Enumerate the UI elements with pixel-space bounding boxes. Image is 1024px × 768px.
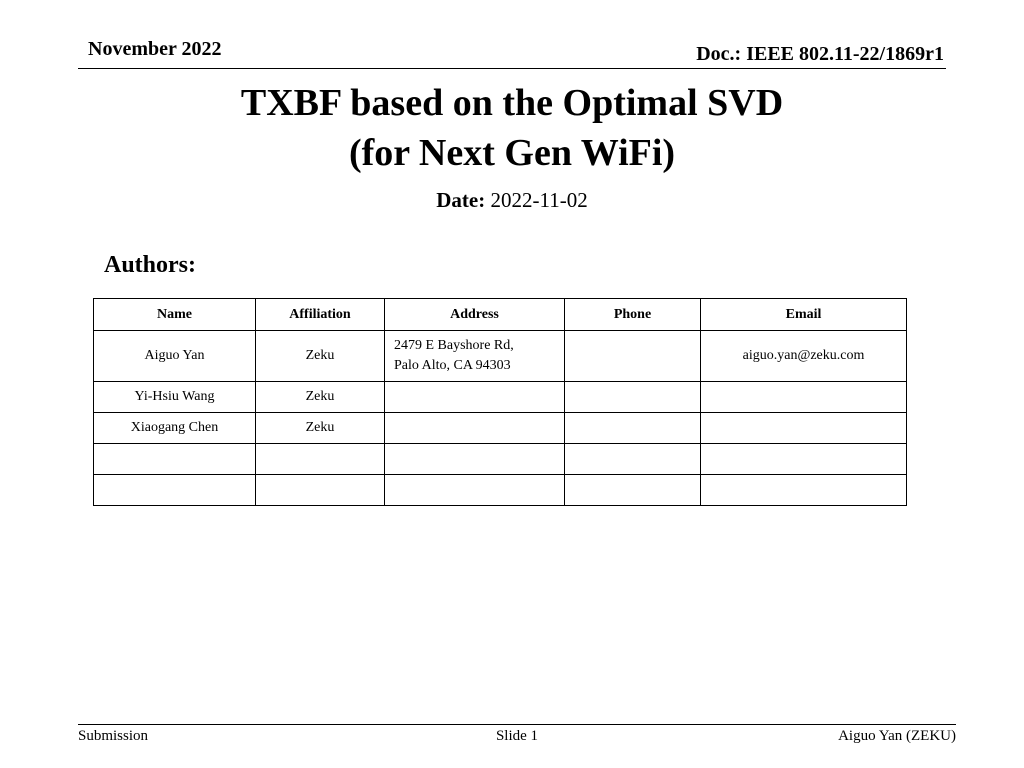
- table-row: [94, 382, 907, 413]
- cell-affiliation: [256, 444, 385, 475]
- date-value: 2022-11-02: [490, 188, 588, 212]
- header-date: November 2022: [88, 38, 222, 60]
- cell-name: Xiaogang Chen: [94, 413, 256, 444]
- cell-affiliation: Zeku: [256, 331, 385, 382]
- cell-email: [701, 382, 907, 413]
- cell-affiliation: [256, 475, 385, 506]
- cell-phone: [565, 382, 701, 413]
- cell-address: [385, 331, 565, 382]
- cell-affiliation: Zeku: [256, 382, 385, 413]
- cell-address: [385, 475, 565, 506]
- column-header-name: Name: [94, 299, 256, 331]
- table-row: [94, 444, 907, 475]
- column-header-email: Email: [701, 299, 907, 331]
- cell-affiliation: Zeku: [256, 413, 385, 444]
- table-header-row: [94, 299, 907, 331]
- footer-submission: Submission: [78, 728, 149, 744]
- column-header-address: Address: [385, 299, 565, 331]
- cell-phone: [565, 413, 701, 444]
- address-line-1: 2479 E Bayshore Rd,: [394, 338, 514, 353]
- footer-slide-number: Slide 1: [495, 728, 539, 744]
- table-row: [94, 331, 907, 382]
- authors-table: [93, 298, 907, 506]
- cell-address: [385, 382, 565, 413]
- authors-heading: Authors:: [104, 252, 197, 278]
- cell-name: Aiguo Yan: [94, 331, 256, 382]
- table-row: [94, 413, 907, 444]
- cell-name: Yi-Hsiu Wang: [94, 382, 256, 413]
- footer-author: Aiguo Yan (ZEKU): [838, 728, 956, 744]
- cell-email: [701, 444, 907, 475]
- title-line-1: TXBF based on the Optimal SVD: [240, 82, 784, 124]
- column-header-affiliation: Affiliation: [256, 299, 385, 331]
- address-line-2: Palo Alto, CA 94303: [394, 358, 511, 373]
- slide-title: [0, 78, 1024, 178]
- cell-email: [701, 413, 907, 444]
- cell-phone: [565, 444, 701, 475]
- cell-email: aiguo.yan@zeku.com: [701, 331, 907, 382]
- header-doc-id: Doc.: IEEE 802.11-22/1869r1: [696, 43, 944, 65]
- date-label: Date:: [436, 188, 486, 212]
- cell-phone: [565, 475, 701, 506]
- cell-name: [94, 444, 256, 475]
- cell-address: [385, 413, 565, 444]
- cell-address: [385, 444, 565, 475]
- column-header-phone: Phone: [565, 299, 701, 331]
- title-line-2: (for Next Gen WiFi): [348, 132, 676, 174]
- cell-email: [701, 475, 907, 506]
- footer-divider: [78, 724, 956, 725]
- date-line: [0, 188, 1024, 213]
- header-divider: [78, 68, 946, 69]
- cell-name: [94, 475, 256, 506]
- cell-phone: [565, 331, 701, 382]
- table-row: [94, 475, 907, 506]
